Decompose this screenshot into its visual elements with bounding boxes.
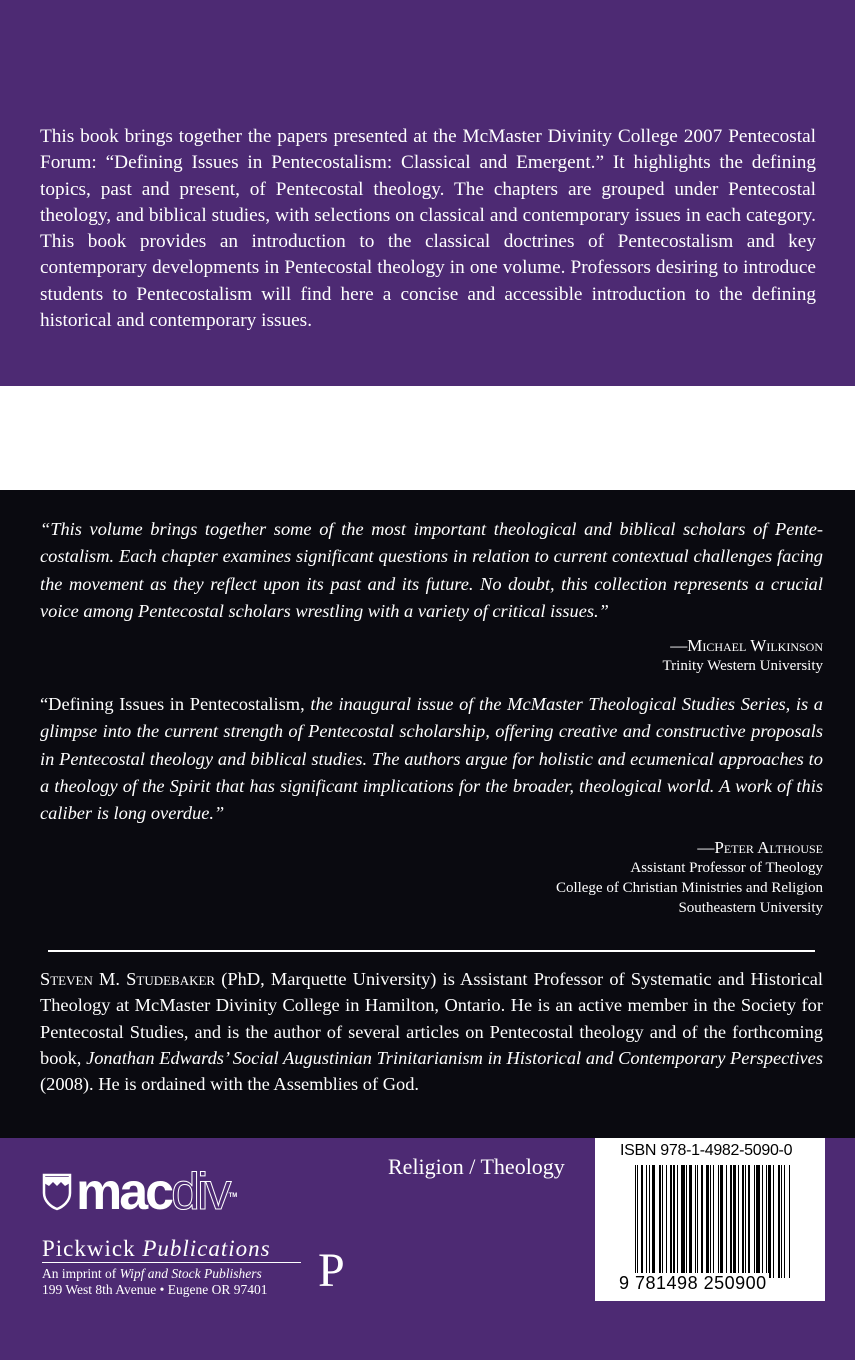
imprint-publisher: Wipf and Stock Publishers [119,1266,262,1281]
publisher-text-italic: Publications [142,1236,271,1261]
book-title: Jonathan Edwards’ Social Augustinian Trinitarianism in Historical and Contemporary Perspectives [86,1047,823,1068]
barcode-bar [756,1165,760,1278]
barcode-bar [738,1165,739,1278]
barcode-bar [689,1165,691,1278]
barcode-bar [652,1165,656,1278]
endorsement-attribution-2 [556,838,823,918]
quoted-title: “Defining Issues in Pentecostalism, [40,694,305,714]
barcode-bar [748,1165,750,1278]
barcode-bar [730,1165,732,1278]
barcode-bar [701,1165,703,1278]
barcode-bar [713,1165,714,1278]
endorser-affiliation: Southeastern University [678,900,823,916]
imprint-prefix: An imprint of [42,1266,120,1281]
macdiv-logo [42,1158,237,1226]
publisher-name [42,1236,271,1262]
barcode-bar [641,1165,643,1278]
isbn-barcode-box [595,1138,825,1301]
author-name: Steven M. Studebaker [40,969,216,989]
isbn-label: ISBN 978-1-4982-5090-0 [620,1142,793,1159]
bio-text: (PhD, Marquette University) is Assistant Professor of Systematic and Historical Theology at McMaster Divinity College in Hamilton, Ontario. He is an active member in the Society for Pentecostal Studies, and is the author of several articles on Pentecostal theology and of the forthcoming book, [40,969,824,1068]
barcode-bar [745,1165,746,1278]
logo-mac: mac [76,1163,172,1221]
publisher-rule [42,1262,301,1263]
barcode-bar [720,1165,724,1278]
category-label: Religion / Theology [388,1154,565,1179]
barcode-bar [670,1165,672,1278]
description-panel [0,0,855,386]
barcode-bar [649,1165,650,1278]
barcode-bar [778,1165,780,1278]
barcode-bar [784,1165,785,1278]
endorser-name: —Peter Althouse [697,838,823,857]
trademark: TM [228,1193,238,1199]
barcode-bar [733,1165,735,1278]
barcode-bar [706,1165,708,1278]
barcode-bar [710,1165,711,1278]
barcode-bar [766,1165,767,1278]
barcode-bar [681,1165,685,1278]
endorser-affiliation: Trinity Western University [662,658,823,674]
barcode-bar [635,1165,636,1278]
endorser-affiliation: College of Christian Ministries and Religion [555,880,823,896]
barcode-bar [659,1165,661,1278]
endorsement-attribution-1 [663,636,823,676]
publisher-text: Pickwick [42,1236,136,1261]
barcode-bar [768,1165,770,1278]
bio-text: (2008). He is ordained with the Assemblies of God. [40,1074,419,1095]
book-description: This book brings together the papers presented at the McMaster Divinity College 2007 Pentecostal Forum: “Defining Issues in Pentecostalism: Classical and Emergent.” It highlights the defining topics, past and present, of Pentecostal theology. The chapters are grouped under Pentecostal theology, and biblical studies, with selections on classical and contemporary issues in each category. This book provides an introduction to the classical doctrines of Pentecostalism and key contemporary developments in Pentecostal theology in one volume. Professors desiring to introduce students to Pentecostalism will find here a concise and accessible introduction to the defining historical and contemporary issues. [40,126,816,332]
barcode-bar [781,1165,782,1278]
barcode-bar [762,1165,763,1278]
barcode-bar [695,1165,696,1278]
barcode-bar [773,1165,774,1278]
author-bio [40,966,823,1097]
barcode-number: 9 781498 250900 [619,1273,767,1293]
quote-text: the inaugural issue of the McMaster Theological Studies Series, is a glimpse into the current strength of Pentecostal scholarship, offering creative and constructive proposals in Pentecostal theology and biblical studies. The authors argue for holistic and ecumenical approaches to a theology of the Spirit that has significant implications for the broader, theological world. A work of this caliber is long overdue.” [40,694,824,824]
endorser-affiliation: Assistant Professor of Theology [630,860,823,876]
barcode-bar [754,1165,755,1278]
barcode-bar [726,1165,727,1278]
barcode-bar [789,1165,790,1278]
barcode-bar [697,1165,698,1278]
barcode-bar [686,1165,687,1278]
barcode [635,1165,791,1278]
endorsement-quote-2 [40,691,823,827]
barcode-bar [742,1165,743,1278]
barcode-bar [637,1165,638,1278]
barcode-bar [646,1165,647,1278]
barcode-bar [666,1165,667,1278]
shield-icon [42,1173,72,1211]
logo-div: div [171,1163,229,1221]
barcode-bar [677,1165,678,1278]
imprint-line [42,1266,268,1282]
barcode-bar [718,1165,719,1278]
divider [48,950,815,952]
publisher-address: 199 West 8th Avenue • Eugene OR 97401 [42,1282,268,1297]
spacer-band [0,386,855,490]
pickwick-p-logo-icon: P [318,1244,345,1297]
barcode-bar [662,1165,663,1278]
barcode-bar [673,1165,674,1278]
imprint-info [42,1266,268,1298]
endorsement-quote-1: “This volume brings together some of the most important theological and biblical scholars of Pentecostalism. Each chapter examines significant questions in relation to current contextual challenges facing the movement as they reflect upon its past and its future. No doubt, this collection represents a crucial voice among Pentecostal scholars wrestling with a variety of critical issues.” [40,519,823,621]
endorsements-panel [0,490,855,1138]
footer-panel [0,1138,855,1360]
endorser-name: —Michael Wilkinson [670,636,823,655]
